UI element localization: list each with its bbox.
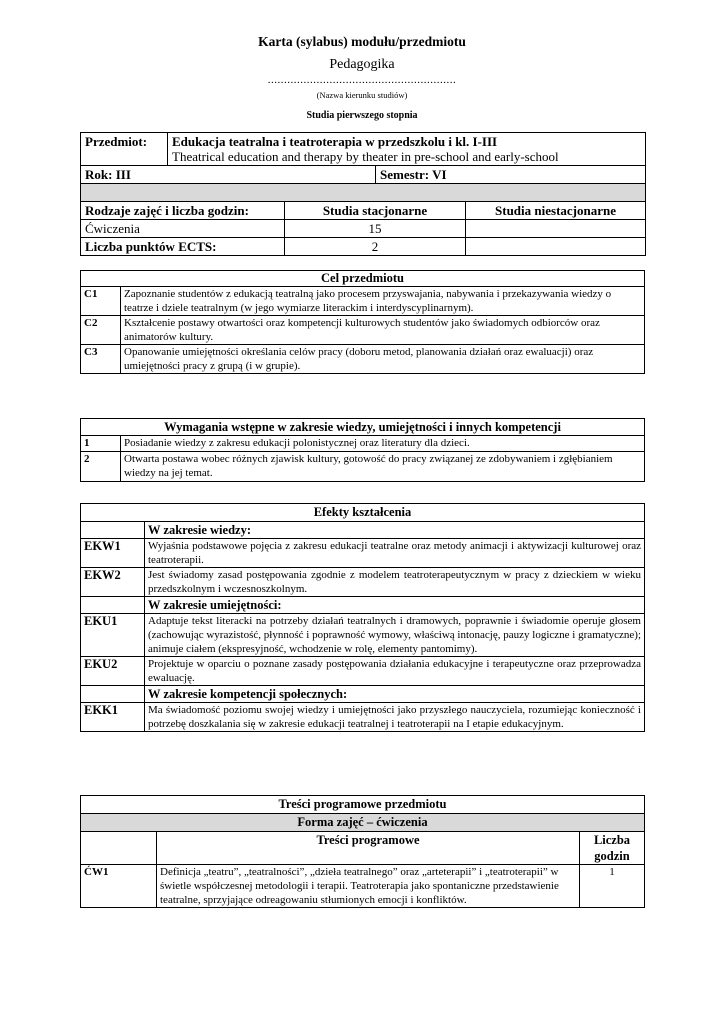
class-type: Ćwiczenia	[81, 220, 285, 238]
table-row	[81, 436, 645, 452]
goal-code: C1	[81, 287, 121, 316]
class-hours: 15	[285, 220, 466, 238]
class-type-row	[81, 220, 646, 238]
hours-header: Liczba godzin	[580, 832, 645, 865]
knowledge-header: W zakresie wiedzy:	[145, 522, 645, 539]
requirement-code: 1	[81, 436, 121, 452]
spacer-row	[81, 184, 646, 202]
table-row	[81, 539, 645, 568]
requirements-title: Wymagania wstępne w zakresie wiedzy, umiejętności i innych kompetencji	[81, 419, 645, 436]
table-row	[81, 657, 645, 686]
program-header-row	[81, 832, 645, 865]
nonstationary-header: Studia niestacjonarne	[466, 202, 646, 220]
subject-label: Przedmiot:	[81, 133, 168, 166]
goals-title: Cel przedmiotu	[81, 271, 645, 287]
classes-header: Rodzaje zajęć i liczba godzin:	[81, 202, 285, 220]
study-level: Studia pierwszego stopnia	[306, 110, 418, 121]
program-hours: 1	[580, 865, 645, 908]
outcome-text: Adaptuje tekst literacki na potrzeby działań teatralnych i dramowych, poprawnie i świadomie operuje głosem (zachowując wyrazistość, płynność i poprawność wymowy, właściwą intonację, pauzy logiczne i gramatyczne); animuje ciałem (ekspresyjność, wchodzenie w rolę, elementy pantomimy).	[145, 614, 645, 657]
ects-label: Liczba punktów ECTS:	[81, 238, 285, 256]
outcome-code: EKW1	[81, 539, 145, 568]
content-header: Treści programowe	[157, 832, 580, 865]
year-label: Rok: III	[81, 166, 376, 184]
program-code: ĆW1	[81, 865, 157, 908]
program-text: Definicja „teatru”, „teatralności”, „dzieła teatralnego” oraz „arteterapii” i „teatroterapii” w świetle współczesnej metodologii i terapii. Teatroterapia jako spontaniczne przedstawienie teatralne, sprzyjające odreagowaniu stłumionych emocji i konfliktów.	[157, 865, 580, 908]
program-title: Treści programowe przedmiotu	[81, 796, 645, 814]
requirement-text: Posiadanie wiedzy z zakresu edukacji polonistycznej oraz literatury dla dzieci.	[121, 436, 645, 452]
outcomes-title: Efekty kształcenia	[81, 504, 645, 522]
stationary-header: Studia stacjonarne	[285, 202, 466, 220]
document-title: Karta (sylabus) modułu/przedmiotu	[258, 34, 466, 49]
program-table	[80, 795, 645, 908]
outcome-text: Projektuje w oparciu o poznane zasady postępowania działania edukacyjne i terapeutyczne oraz przeprowadza ewaluację.	[145, 657, 645, 686]
class-hours-ns	[466, 220, 646, 238]
table-row	[81, 703, 645, 732]
goal-code: C2	[81, 316, 121, 345]
skills-header: W zakresie umiejętności:	[145, 597, 645, 614]
outcome-text: Wyjaśnia podstawowe pojęcia z zakresu edukacji teatralne oraz metody animacji i aktywizacji kulturowej oraz teatroterapii.	[145, 539, 645, 568]
subject-row	[81, 133, 646, 166]
table-row	[81, 568, 645, 597]
table-row	[81, 345, 645, 374]
outcome-text: Ma świadomość poziomu swojej wiedzy i umiejętności jako przyszłego nauczyciela, rozumiejąc konieczność i potrzebę doszkalania się w zakresie edukacji teatralnej i teatroterapii na I etapie edukacyjnym.	[145, 703, 645, 732]
outcome-code: EKU2	[81, 657, 145, 686]
table-row	[81, 316, 645, 345]
table-row	[81, 451, 645, 481]
requirement-text: Otwarta postawa wobec różnych zjawisk kultury, gotowość do pracy związanej ze zdobywaniem i zgłębianiem wiedzy na jej temat.	[121, 451, 645, 481]
ects-value-ns	[466, 238, 646, 256]
subject-name-en: Theatrical education and therapy by theater in pre-school and early-school	[172, 149, 559, 164]
ects-row	[81, 238, 646, 256]
outcome-text: Jest świadomy zasad postępowania zgodnie z modelem teatroterapeutycznym w pracy z dzieckiem w wieku przedszkolnym i wczesnoszkolnym.	[145, 568, 645, 597]
classes-header-row	[81, 202, 646, 220]
requirement-code: 2	[81, 451, 121, 481]
goals-table	[80, 270, 645, 374]
subject-name-pl: Edukacja teatralna i teatroterapia w przedszkolu i kl. I-III	[172, 134, 498, 149]
dotted-line: ..........................................................	[267, 74, 457, 86]
outcome-code: EKW2	[81, 568, 145, 597]
outcome-code: EKU1	[81, 614, 145, 657]
goal-text: Zapoznanie studentów z edukacją teatralną jako procesem przyswajania, nabywania i przekazywania wiedzy o teatrze i dziele teatralnym (w jego wymiarze literackim i interdyscyplinarnym).	[121, 287, 645, 316]
goal-text: Opanowanie umiejętności określania celów pracy (doboru metod, planowania działań oraz ewaluacji) oraz umiejętności pracy z grupą (i w grupie).	[121, 345, 645, 374]
gray-spacer	[81, 184, 646, 202]
goal-code: C3	[81, 345, 121, 374]
subject-name	[168, 133, 646, 166]
goal-text: Kształcenie postawy otwartości oraz kompetencji kulturowych studentów jako świadomych odbiorców oraz animatorów kultury.	[121, 316, 645, 345]
outcome-code: EKK1	[81, 703, 145, 732]
year-semester-row	[81, 166, 646, 184]
field-of-study: Pedagogika	[329, 57, 395, 72]
field-caption: (Nazwa kierunku studiów)	[316, 90, 408, 100]
requirements-table	[80, 418, 645, 482]
ects-value: 2	[285, 238, 466, 256]
program-form: Forma zajęć – ćwiczenia	[81, 814, 645, 832]
table-row	[81, 865, 645, 908]
outcomes-table	[80, 503, 645, 732]
semester-label: Semestr: VI	[376, 166, 646, 184]
competence-header: W zakresie kompetencji społecznych:	[145, 686, 645, 703]
table-row	[81, 614, 645, 657]
table-row	[81, 287, 645, 316]
subject-info-table	[80, 132, 646, 256]
